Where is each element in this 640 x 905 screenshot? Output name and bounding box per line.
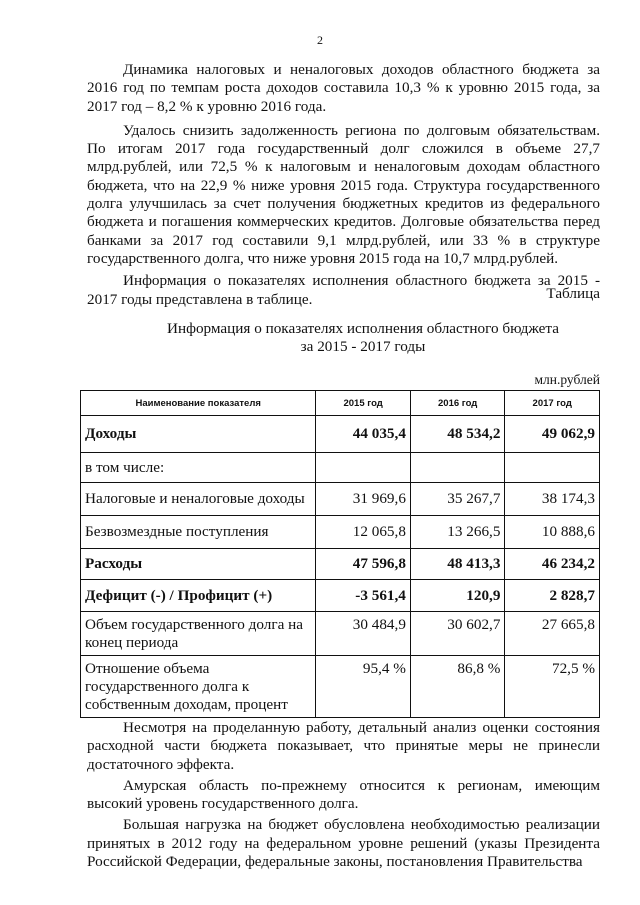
table-row-expenses (81, 549, 600, 580)
value-2015: -3 561,4 (316, 580, 411, 612)
conclusion-text (87, 719, 600, 874)
value-2016: 48 534,2 (410, 416, 505, 453)
row-name: Отношение объема государственного долга к собственным доходам, процент (81, 656, 316, 718)
value-2017: 49 062,9 (505, 416, 600, 453)
table-row-state-debt (81, 612, 600, 656)
row-name: Безвозмездные поступления (81, 516, 316, 549)
value-2016: 48 413,3 (410, 549, 505, 580)
intro-text (87, 61, 600, 309)
paragraph-debt-reduction: Удалось снизить задолженность региона по долговым обязательствам. По итогам 2017 года государственный долг сложился в объеме 27,7 млрд.рублей, или 72,5 % к налоговым и неналоговым доходам областного бюджета, что на 22,9 % ниже уровня 2015 года. Структура государственного долга улучшилась за счет получения бюджетных кредитов из федерального бюджета и погашения коммерческих кредитов. Долговые обязательства перед банками за 2017 год составили 9,1 млрд.рублей, или 33 % в структуре государственного долга, что ниже уровня 2015 года на 10,7 млрд.рублей. (87, 121, 600, 267)
header-2016: 2016 год (410, 391, 505, 416)
table-row-deficit-surplus (81, 580, 600, 612)
value-2017: 2 828,7 (505, 580, 600, 612)
row-name: Расходы (81, 549, 316, 580)
value-2016 (410, 453, 505, 483)
paragraph-budget-load: Большая нагрузка на бюджет обусловлена необходимостью реализации принятых в 2012 году на федеральном уровне решений (указы Президента Российской Федерации, федеральные законы, постановления Правительства (87, 816, 600, 871)
table-label: Таблица (546, 285, 600, 302)
paragraph-debt-level: Амурская область по-прежнему относится к регионам, имеющим высокий уровень государственного долга. (87, 776, 600, 813)
header-2015: 2015 год (316, 391, 411, 416)
table-row-tax-revenue (81, 483, 600, 516)
value-2015: 44 035,4 (316, 416, 411, 453)
value-2015: 30 484,9 (316, 612, 411, 656)
row-name: Доходы (81, 416, 316, 453)
value-2017: 46 234,2 (505, 549, 600, 580)
budget-table (80, 390, 600, 718)
row-name: в том числе: (81, 453, 316, 483)
row-name: Налоговые и неналоговые доходы (81, 483, 316, 516)
value-2015: 12 065,8 (316, 516, 411, 549)
value-2017: 38 174,3 (505, 483, 600, 516)
units-label: млн.рублей (534, 372, 600, 387)
table-row-including (81, 453, 600, 483)
value-2016: 35 267,7 (410, 483, 505, 516)
value-2015 (316, 453, 411, 483)
table-header-row (81, 391, 600, 416)
value-2015: 31 969,6 (316, 483, 411, 516)
table-title (0, 320, 640, 356)
value-2016: 120,9 (410, 580, 505, 612)
paragraph-table-intro: Информация о показателях исполнения областного бюджета за 2015 - 2017 годы представлена в таблице. (87, 272, 600, 308)
value-2016: 13 266,5 (410, 516, 505, 549)
header-indicator: Наименование показателя (81, 391, 316, 416)
value-2016: 30 602,7 (410, 612, 505, 656)
row-name: Объем государственного долга на конец периода (81, 612, 316, 656)
value-2017: 72,5 % (505, 656, 600, 718)
table-row-revenue (81, 416, 600, 453)
value-2017: 10 888,6 (505, 516, 600, 549)
page-number: 2 (317, 33, 323, 47)
value-2017 (505, 453, 600, 483)
value-2017: 27 665,8 (505, 612, 600, 656)
header-2017: 2017 год (505, 391, 600, 416)
value-2015: 95,4 % (316, 656, 411, 718)
table-title-line1: Информация о показателях исполнения областного бюджета (167, 320, 559, 337)
row-name: Дефицит (-) / Профицит (+) (81, 580, 316, 612)
table-row-debt-ratio (81, 656, 600, 718)
paragraph-revenue-dynamics: Динамика налоговых и неналоговых доходов областного бюджета за 2016 год по темпам роста доходов составила 10,3 % к уровню 2015 года, за 2017 год – 8,2 % к уровню 2016 года. (87, 61, 600, 115)
value-2015: 47 596,8 (316, 549, 411, 580)
table-row-transfers (81, 516, 600, 549)
table-title-line2: за 2015 - 2017 годы (300, 338, 426, 355)
paragraph-analysis: Несмотря на проделанную работу, детальный анализ оценки состояния расходной части бюджета показывает, что принятые меры не принесли достаточного эффекта. (87, 719, 600, 773)
value-2016: 86,8 % (410, 656, 505, 718)
